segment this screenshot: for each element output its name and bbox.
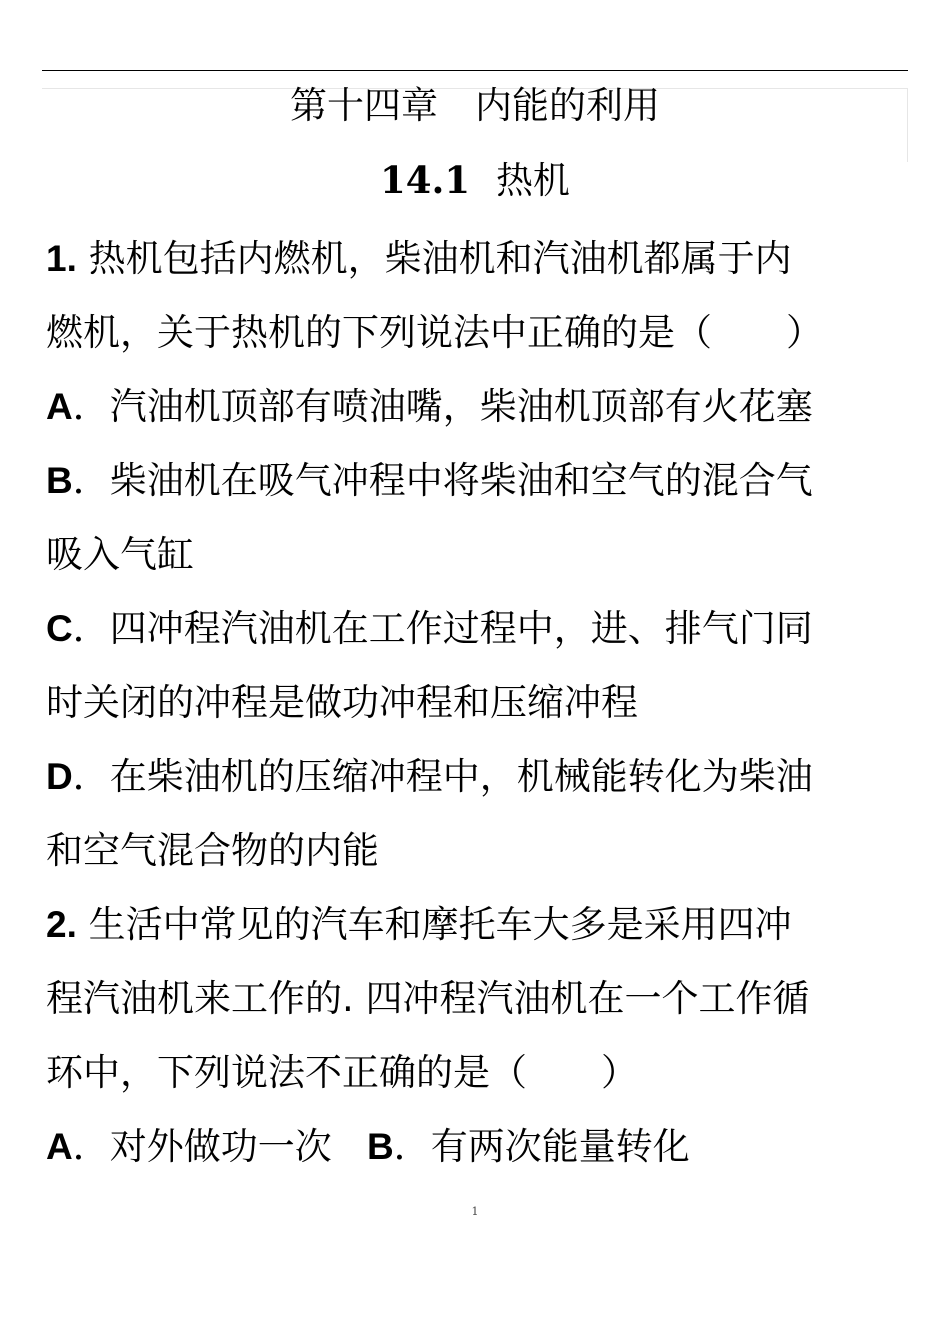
- page-number: 1: [471, 1205, 479, 1218]
- question-1-option-b-line-2: 吸入气缸: [46, 533, 194, 576]
- option-letter: D: [46, 756, 73, 797]
- question-2-stem-line-3: 环中，下列说法不正确的是（ ）: [46, 1051, 638, 1094]
- option-letter: B: [46, 460, 73, 501]
- section-heading: [0, 158, 950, 203]
- question-2-options-row: [46, 1125, 908, 1169]
- question-2-stem-line-2: 程汽油机来工作的. 四冲程汽油机在一个工作循: [46, 977, 810, 1020]
- question-1-option-a: A．汽油机顶部有喷油嘴，柴油机顶部有火花塞: [46, 385, 813, 428]
- question-1-option-c: C．四冲程汽油机在工作过程中，进、排气门同: [46, 607, 813, 650]
- option-letter: A: [46, 386, 73, 427]
- question-1-stem-line-2: 燃机，关于热机的下列说法中正确的是（ ）: [46, 311, 823, 354]
- option-letter: A: [46, 1126, 73, 1167]
- question-1-option-d-line-2: 和空气混合物的内能: [46, 829, 379, 872]
- chapter-title: 第十四章 内能的利用: [290, 84, 660, 127]
- option-letter: B: [367, 1126, 394, 1167]
- section-title: 热机: [495, 159, 570, 202]
- question-2-number: 2.: [46, 904, 77, 945]
- question-2-option-a: A．对外做功一次: [46, 1125, 332, 1168]
- question-1-stem-line-1: 1. 热机包括内燃机，柴油机和汽油机都属于内: [46, 237, 792, 280]
- option-letter: C: [46, 608, 73, 649]
- question-2-option-b: B．有两次能量转化: [367, 1125, 690, 1168]
- section-number: 14.1: [380, 158, 471, 202]
- question-1-number: 1.: [46, 238, 77, 279]
- question-1-option-d: D．在柴油机的压缩冲程中，机械能转化为柴油: [46, 755, 813, 798]
- question-2-stem-line-1: 2. 生活中常见的汽车和摩托车大多是采用四冲: [46, 903, 792, 946]
- header-rule: [42, 70, 908, 71]
- question-1-option-b: B．柴油机在吸气冲程中将柴油和空气的混合气: [46, 459, 813, 502]
- question-1-option-c-line-2: 时关闭的冲程是做功冲程和压缩冲程: [46, 681, 638, 724]
